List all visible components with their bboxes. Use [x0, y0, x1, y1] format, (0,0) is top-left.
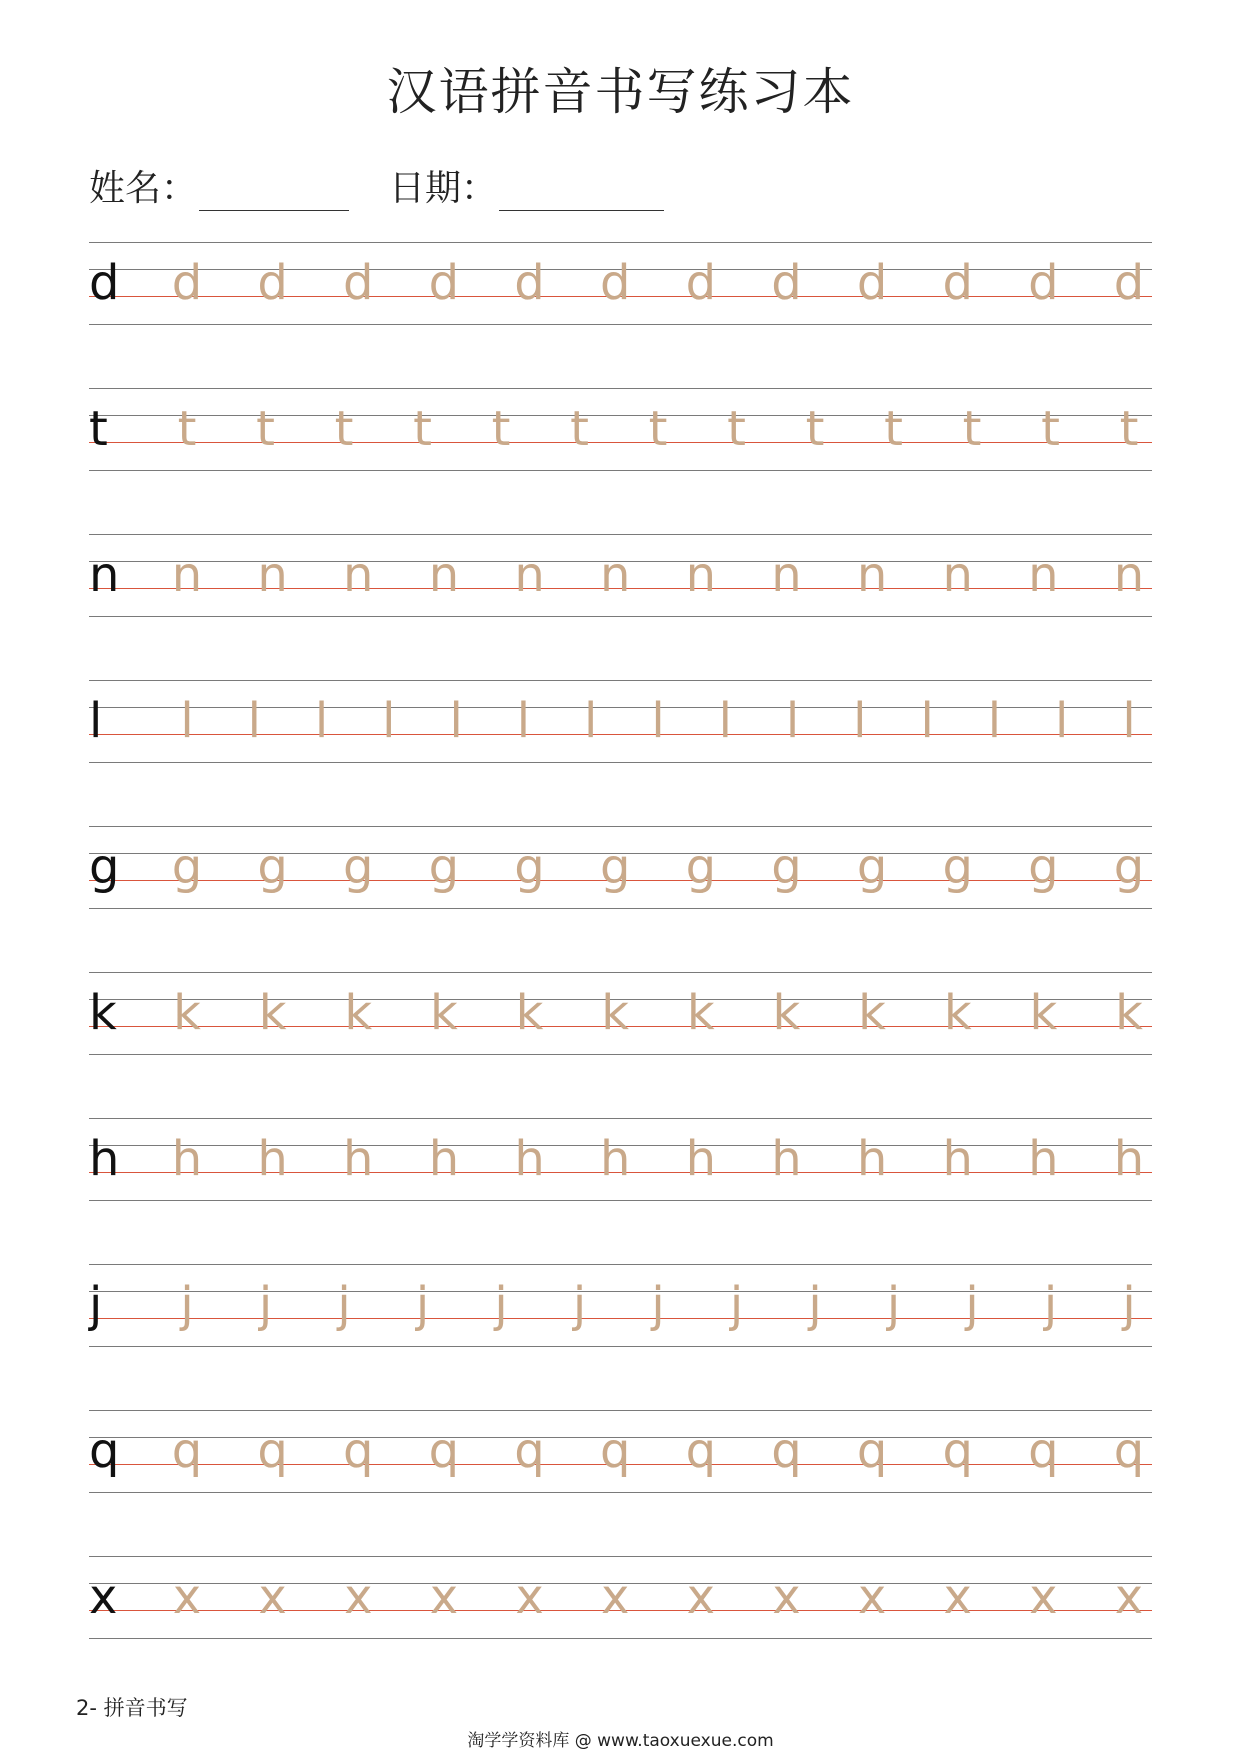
practice-row-k — [89, 972, 1152, 1054]
trace-letter: n — [1028, 547, 1059, 603]
date-label: 日期： — [389, 168, 498, 209]
guide-line — [89, 1492, 1152, 1493]
trace-letter: h — [171, 1131, 203, 1187]
trace-letter: n — [171, 547, 203, 603]
trace-letter: n — [514, 547, 545, 603]
trace-letter: h — [599, 1131, 631, 1187]
model-letter: g — [89, 839, 120, 895]
name-label: 姓名： — [89, 168, 198, 209]
trace-letter: q — [171, 1423, 203, 1479]
trace-letter: n — [685, 547, 717, 603]
practice-row-g — [89, 826, 1152, 908]
trace-letter: k — [943, 985, 972, 1041]
trace-letter: t — [1119, 401, 1139, 457]
trace-letter: x — [772, 1569, 801, 1625]
trace-letter: d — [599, 255, 631, 311]
name-blank — [199, 180, 349, 211]
trace-letter: k — [858, 985, 886, 1041]
model-letter: x — [89, 1569, 118, 1625]
trace-letter: q — [1113, 1423, 1145, 1479]
trace-letter: x — [172, 1569, 202, 1625]
trace-letter: h — [685, 1131, 717, 1187]
trace-letter: n — [856, 547, 888, 603]
trace-letter: k — [1029, 985, 1058, 1041]
trace-letter: x — [600, 1569, 630, 1625]
model-letter: k — [89, 985, 117, 1041]
trace-letter: d — [257, 255, 288, 311]
trace-letter: q — [942, 1423, 973, 1479]
trace-letter: j — [1043, 1277, 1058, 1333]
trace-letter: n — [1113, 547, 1145, 603]
trace-letter: d — [1113, 255, 1145, 311]
trace-letter: l — [314, 693, 329, 749]
trace-letter: h — [856, 1131, 888, 1187]
practice-row-h — [89, 1118, 1152, 1200]
trace-letter: t — [727, 401, 746, 457]
model-letter: h — [89, 1131, 120, 1187]
trace-letter: q — [771, 1423, 802, 1479]
trace-letter: g — [771, 839, 802, 895]
practice-row-l — [89, 680, 1152, 762]
baseline-red-line — [89, 442, 1152, 443]
trace-letter: q — [343, 1423, 374, 1479]
trace-letter: d — [685, 255, 717, 311]
trace-letter: k — [601, 985, 630, 1041]
date-field — [389, 160, 664, 211]
practice-row-d — [89, 242, 1152, 324]
trace-letter: h — [1113, 1131, 1145, 1187]
trace-letter: x — [943, 1569, 972, 1625]
trace-letter: j — [180, 1277, 194, 1333]
trace-letter: l — [516, 693, 531, 749]
guide-line — [89, 1054, 1152, 1055]
guide-line — [89, 388, 1152, 389]
trace-letter: k — [515, 985, 544, 1041]
trace-letter: t — [884, 401, 903, 457]
trace-letter: x — [258, 1569, 287, 1625]
trace-letter: g — [1028, 839, 1059, 895]
trace-letter: j — [494, 1277, 508, 1333]
name-field — [89, 160, 349, 211]
guide-line — [89, 324, 1152, 325]
trace-letter: j — [651, 1277, 665, 1333]
trace-letter: x — [1114, 1569, 1144, 1625]
trace-letter: h — [343, 1131, 374, 1187]
trace-letter: j — [965, 1277, 979, 1333]
practice-row-q — [89, 1410, 1152, 1492]
trace-letter: l — [247, 693, 261, 749]
trace-letter: l — [584, 693, 598, 749]
trace-letter: k — [430, 985, 458, 1041]
trace-letter: h — [428, 1131, 460, 1187]
guide-line — [89, 470, 1152, 471]
trace-letter: l — [920, 693, 934, 749]
trace-letter: x — [344, 1569, 373, 1625]
site-credit: 淘学学资料库 @ www.taoxuexue.com — [467, 1731, 774, 1751]
guide-line — [89, 1264, 1152, 1265]
trace-letter: t — [256, 401, 275, 457]
trace-letter: k — [344, 985, 373, 1041]
guide-line — [89, 1346, 1152, 1347]
model-letter: q — [89, 1423, 120, 1479]
trace-letter: t — [413, 401, 432, 457]
trace-letter: g — [514, 839, 545, 895]
trace-letter: j — [729, 1277, 744, 1333]
trace-letter: g — [685, 839, 717, 895]
trace-letter: d — [942, 255, 973, 311]
page-label: 2- 拼音书写 — [76, 1696, 188, 1720]
trace-letter: j — [415, 1277, 430, 1333]
trace-letter: j — [808, 1277, 822, 1333]
baseline-red-line — [89, 1318, 1152, 1319]
guide-line — [89, 1200, 1152, 1201]
trace-letter: d — [171, 255, 203, 311]
trace-letter: t — [648, 401, 668, 457]
trace-letter: d — [343, 255, 374, 311]
trace-letter: j — [886, 1277, 901, 1333]
trace-letter: k — [686, 985, 715, 1041]
trace-letter: q — [257, 1423, 288, 1479]
practice-row-n — [89, 534, 1152, 616]
trace-letter: n — [599, 547, 631, 603]
trace-letter: n — [942, 547, 973, 603]
trace-letter: h — [942, 1131, 973, 1187]
trace-letter: g — [428, 839, 460, 895]
trace-letter: k — [1115, 985, 1143, 1041]
trace-letter: g — [942, 839, 973, 895]
trace-letter: l — [987, 693, 1002, 749]
trace-letter: q — [514, 1423, 545, 1479]
trace-letter: t — [1041, 401, 1060, 457]
model-letter: t — [89, 401, 108, 457]
trace-letter: x — [429, 1569, 459, 1625]
trace-letter: n — [428, 547, 460, 603]
trace-letter: g — [171, 839, 203, 895]
trace-letter: t — [570, 401, 589, 457]
trace-letter: j — [258, 1277, 273, 1333]
guide-line — [89, 908, 1152, 909]
trace-letter: g — [1113, 839, 1145, 895]
trace-letter: l — [785, 693, 800, 749]
model-letter: l — [89, 693, 103, 749]
guide-line — [89, 762, 1152, 763]
trace-letter: l — [651, 693, 665, 749]
trace-letter: k — [258, 985, 287, 1041]
trace-letter: h — [1028, 1131, 1059, 1187]
practice-row-j — [89, 1264, 1152, 1346]
trace-letter: h — [771, 1131, 802, 1187]
trace-letter: l — [1055, 693, 1069, 749]
guide-line — [89, 1291, 1152, 1292]
trace-letter: q — [856, 1423, 888, 1479]
trace-letter: d — [428, 255, 460, 311]
trace-letter: j — [337, 1277, 351, 1333]
trace-letter: g — [856, 839, 888, 895]
trace-letter: l — [449, 693, 463, 749]
trace-letter: n — [771, 547, 802, 603]
trace-letter: t — [805, 401, 825, 457]
trace-letter: l — [382, 693, 396, 749]
model-letter: j — [89, 1277, 103, 1333]
trace-letter: g — [343, 839, 374, 895]
trace-letter: n — [257, 547, 288, 603]
guide-line — [89, 415, 1152, 416]
model-letter: n — [89, 547, 120, 603]
trace-letter: t — [334, 401, 354, 457]
trace-letter: j — [1122, 1277, 1136, 1333]
trace-letter: d — [1028, 255, 1059, 311]
trace-letter: q — [599, 1423, 631, 1479]
trace-letter: t — [177, 401, 197, 457]
guide-line — [89, 616, 1152, 617]
trace-letter: x — [515, 1569, 544, 1625]
trace-letter: t — [962, 401, 982, 457]
trace-letter: q — [1028, 1423, 1059, 1479]
trace-letter: t — [491, 401, 511, 457]
trace-letter: x — [857, 1569, 887, 1625]
trace-letter: q — [428, 1423, 460, 1479]
trace-letter: g — [257, 839, 288, 895]
guide-line — [89, 1638, 1152, 1639]
trace-letter: h — [257, 1131, 288, 1187]
trace-letter: j — [572, 1277, 587, 1333]
practice-row-x — [89, 1556, 1152, 1638]
trace-letter: l — [180, 693, 194, 749]
practice-row-t — [89, 388, 1152, 470]
trace-letter: l — [853, 693, 867, 749]
trace-letter: n — [343, 547, 374, 603]
model-letter: d — [89, 255, 120, 311]
trace-letter: h — [514, 1131, 545, 1187]
trace-letter: d — [771, 255, 802, 311]
trace-letter: k — [173, 985, 201, 1041]
trace-letter: k — [772, 985, 801, 1041]
page-title: 汉语拼音书写练习本 — [386, 63, 855, 121]
trace-letter: d — [514, 255, 545, 311]
trace-letter: l — [1122, 693, 1136, 749]
trace-letter: q — [685, 1423, 717, 1479]
date-blank — [499, 180, 664, 211]
trace-letter: x — [1029, 1569, 1058, 1625]
trace-letter: g — [599, 839, 631, 895]
trace-letter: l — [718, 693, 732, 749]
trace-letter: d — [856, 255, 888, 311]
trace-letter: x — [686, 1569, 716, 1625]
